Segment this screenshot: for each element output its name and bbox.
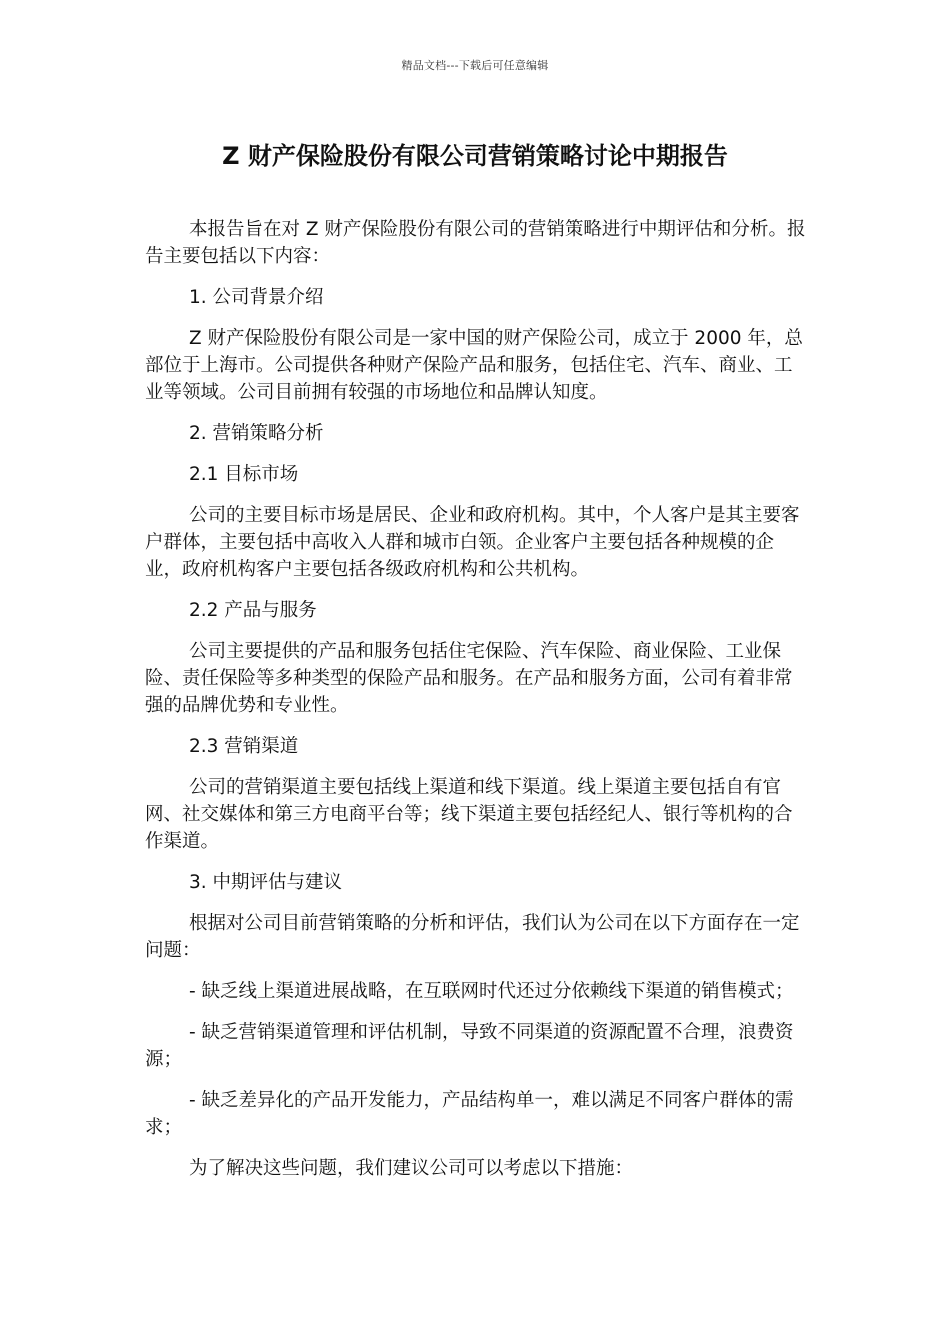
subsection-heading-marketing-channels: 2.3 营销渠道 [189,736,299,757]
problem-item-channel-management: - 缺乏营销渠道管理和评估机制，导致不同渠道的资源配置不合理，浪费资源； [145,1022,794,1070]
intro-paragraph: 本报告旨在对 Z 财产保险股份有限公司的营销策略进行中期评估和分析。报告主要包括以下内容： [145,219,806,267]
subsection-heading-products-services: 2.2 产品与服务 [189,600,317,621]
products-services-paragraph: 公司主要提供的产品和服务包括住宅保险、汽车保险、商业保险、工业保险、责任保险等多种类型的保险产品和服务。在产品和服务方面，公司有着非常强的品牌优势和专业性。 [145,641,793,716]
subsection-heading-target-market: 2.1 目标市场 [189,464,299,485]
company-background-paragraph: Z 财产保险股份有限公司是一家中国的财产保险公司，成立于 2000 年，总部位于上海市。公司提供各种财产保险产品和服务，包括住宅、汽车、商业、工业等领域。公司目前拥有较强的市场地位和品牌认知度。 [145,328,803,403]
problem-item-product-development: - 缺乏差异化的产品开发能力，产品结构单一，难以满足不同客户群体的需求； [145,1090,794,1138]
marketing-channels-paragraph: 公司的营销渠道主要包括线上渠道和线下渠道。线上渠道主要包括自有官网、社交媒体和第三方电商平台等；线下渠道主要包括经纪人、银行等机构的合作渠道。 [145,777,793,852]
header-note: 精品文档---下载后可任意编辑 [401,59,549,72]
section-heading-company-background: 1. 公司背景介绍 [189,287,324,308]
evaluation-intro-paragraph: 根据对公司目前营销策略的分析和评估，我们认为公司在以下方面存在一定问题： [145,913,800,961]
target-market-paragraph: 公司的主要目标市场是居民、企业和政府机构。其中，个人客户是其主要客户群体，主要包括中高收入人群和城市白领。企业客户主要包括各种规模的企业，政府机构客户主要包括各级政府机构和公共机构。 [145,505,800,580]
problem-item-online-channel: - 缺乏线上渠道进展战略，在互联网时代还过分依赖线下渠道的销售模式； [189,981,794,1002]
document-body [145,216,810,1196]
section-heading-marketing-analysis: 2. 营销策略分析 [189,423,324,444]
document-title: Z 财产保险股份有限公司营销策略讨论中期报告 [222,142,728,170]
recommendations-intro-paragraph: 为了解决这些问题，我们建议公司可以考虑以下措施： [189,1158,634,1179]
section-heading-midterm-evaluation: 3. 中期评估与建议 [189,872,343,893]
